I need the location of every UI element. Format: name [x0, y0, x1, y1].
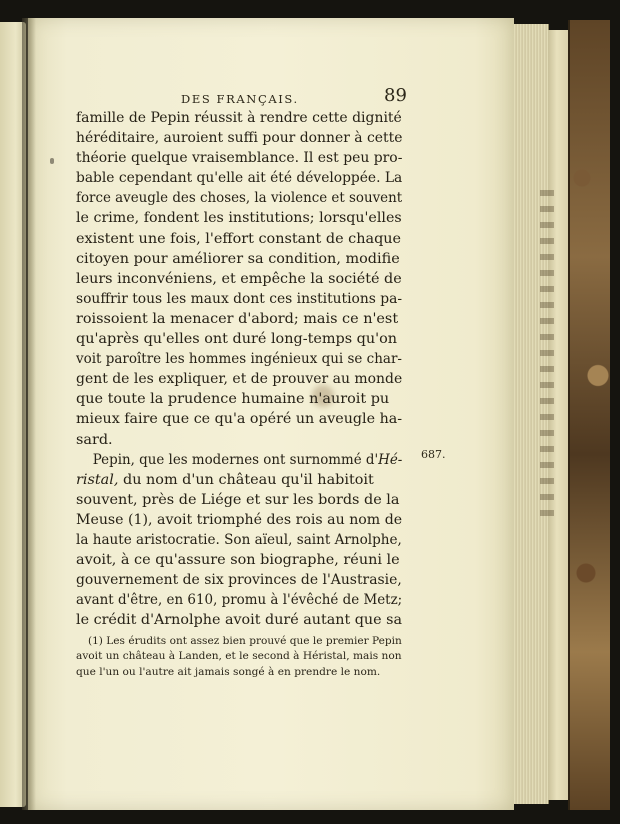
- paragraph-1: [76, 108, 402, 450]
- text-line: famille de Pepin réussit à rendre cette dignité: [76, 110, 402, 126]
- gutter-shadow: [22, 18, 36, 810]
- text-line: sard.: [76, 431, 113, 448]
- footnote-line: avoit un château à Landen, et le second à Héristal, mais non: [76, 650, 402, 663]
- text-line: bable cependant qu'elle ait été développée. La: [76, 170, 403, 187]
- text-line: la haute aristocratie. Son aïeul, saint Arnolphe,: [76, 531, 402, 548]
- text-line: avoit, à ce qu'assure son biographe, réuni le: [76, 552, 400, 569]
- text-line: gouvernement de six provinces de l'Austrasie,: [76, 572, 402, 589]
- paper-speck: [50, 158, 54, 164]
- running-head: DES FRANÇAIS.: [181, 92, 299, 106]
- page-block-marks: [540, 190, 554, 520]
- body-text: [76, 108, 402, 630]
- text-line: le crime, fondent les institutions; lorsqu'elles: [76, 210, 402, 227]
- text-line: gent de les expliquer, et de prouver au monde: [76, 371, 403, 388]
- text-line: qu'après qu'elles ont duré long-temps qu'on: [76, 331, 398, 348]
- italic-text: ristal,: [76, 471, 119, 488]
- marbled-cover: [568, 20, 610, 810]
- italic-text: Hé-: [378, 451, 403, 468]
- text-run: du nom d'un château qu'il habitoit: [118, 471, 374, 488]
- paragraph-2: [76, 450, 402, 631]
- text-line: Meuse (1), avoit triomphé des rois au nom de: [76, 511, 403, 528]
- margin-date-note: 687.: [421, 448, 446, 461]
- text-line: souffrir tous les maux dont ces institutions pa-: [76, 290, 403, 307]
- text-line: roissoient la menacer d'abord; mais ce n'est: [76, 310, 399, 327]
- text-line: souvent, près de Liége et sur les bords de la: [76, 491, 400, 508]
- text-line: le crédit d'Arnolphe avoit duré autant que sa: [76, 612, 403, 629]
- text-line: héréditaire, auroient suffi pour donner à cette: [76, 130, 403, 147]
- text-run: Pepin, que les modernes ont surnommé d': [92, 451, 379, 468]
- text-line: leurs inconvéniens, et empêche la société de: [76, 270, 402, 287]
- text-line: force aveugle des choses, la violence et souvent: [76, 190, 403, 207]
- text-line: [76, 450, 403, 470]
- text-line: voit paroître les hommes ingénieux qui se char-: [76, 351, 402, 368]
- text-line: avant d'être, en 610, promu à l'évêché de Metz;: [76, 592, 403, 609]
- footnote-line: (1) Les érudits ont assez bien prouvé que le premier Pepin: [87, 635, 402, 647]
- text-line: mieux faire que ce qu'a opéré un aveugle ha-: [76, 411, 403, 428]
- footnote: [76, 634, 402, 680]
- text-line: théorie quelque vraisemblance. Il est peu pro-: [76, 150, 403, 167]
- text-line: [76, 470, 402, 490]
- text-line: citoyen pour améliorer sa condition, modifie: [76, 250, 400, 267]
- text-line: que toute la prudence humaine n'auroit pu: [76, 391, 390, 408]
- footnote-line: que l'un ou l'autre ait jamais songé à en prendre le nom.: [76, 665, 381, 678]
- page-number: 89: [384, 85, 407, 106]
- text-line: existent une fois, l'effort constant de chaque: [76, 230, 402, 247]
